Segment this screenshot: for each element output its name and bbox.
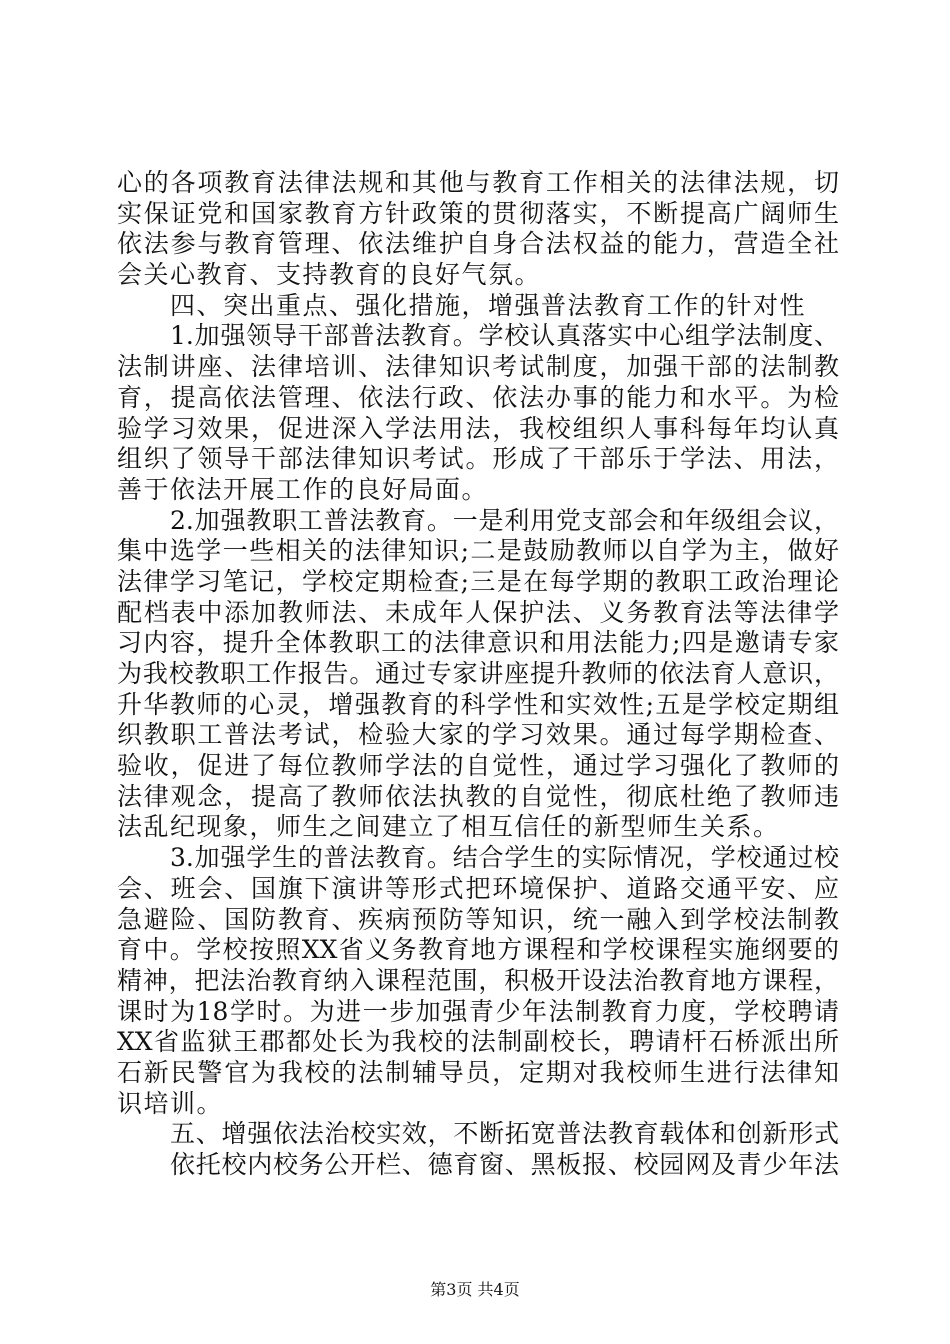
paragraph-item-3 [117,843,839,1119]
text-line: 法制讲座、法律培训、法律知识考试制度，加强干部的法制教 [117,352,839,382]
text-line: 石新民警官为我校的法制辅导员，定期对我校师生进行法律知 [117,1057,839,1087]
text-line: 善于依法开展工作的良好局面。 [117,474,489,504]
text-line: 法乱纪现象，师生之间建立了相互信任的新型师生关系。 [117,812,780,842]
text-line: 急避险、国防教育、疾病预防等知识，统一融入到学校法制教 [117,904,839,934]
text-line: 习内容，提升全体教职工的法律意识和用法能力;四是邀请专家 [117,628,839,658]
text-line: 2.加强教职工普法教育。一是利用党支部会和年级组会议， [170,505,839,535]
text-line: 为我校教职工作报告。通过专家讲座提升教师的依法育人意识， [117,659,839,688]
heading-line: 五、增强依法治校实效，不断拓宽普法教育载体和创新形式 [170,1119,839,1149]
heading-line: 四、突出重点、强化措施，增强普法教育工作的针对性 [170,290,807,320]
text-line: 识培训。 [117,1088,224,1118]
text-line: XX省监狱王郡都处长为我校的法制副校长，聘请杆石桥派出所 [117,1027,839,1057]
page-number-footer: 第3页 共4页 [430,1280,520,1299]
text-line: 育，提高依法管理、依法行政、依法办事的能力和水平。为检 [117,382,839,412]
text-line: 集中选学一些相关的法律知识;二是鼓励教师以自学为主，做好 [117,536,839,566]
text-line: 精神，把法治教育纳入课程范围，积极开设法治教育地方课程， [117,965,839,995]
text-line: 育中。学校按照XX省义务教育地方课程和学校课程实施纲要的 [117,935,839,965]
text-line: 会关心教育、支持教育的良好气氛。 [117,260,542,290]
text-line: 织教职工普法考试，检验大家的学习效果。通过每学期检查、 [117,720,839,750]
text-line: 实保证党和国家教育方针政策的贯彻落实，不断提高广阔师生 [117,198,839,228]
paragraph-item-2 [117,506,839,844]
text-line: 会、班会、国旗下演讲等形式把环境保护、道路交通平安、应 [117,873,839,903]
paragraph-continues-next-page [117,1150,839,1181]
text-line: 验学习效果，促进深入学法用法，我校组织人事科每年均认真 [117,413,839,443]
text-line: 组织了领导干部法律知识考试。形成了干部乐于学法、用法， [117,444,839,474]
paragraph-continuation [117,168,839,291]
text-line: 法律观念，提高了教师依法执教的自觉性，彻底杜绝了教师违 [117,781,839,811]
text-line: 依托校内校务公开栏、德育窗、黑板报、校园网及青少年法 [170,1150,839,1179]
text-line: 依法参与教育管理、依法维护自身合法权益的能力，营造全社 [117,229,839,259]
text-line: 课时为18学时。为进一步加强青少年法制教育力度，学校聘请 [117,996,839,1026]
paragraph-item-1 [117,321,839,505]
section-heading-5 [117,1119,839,1150]
text-line: 3.加强学生的普法教育。结合学生的实际情况，学校通过校 [170,843,839,873]
text-line: 配档表中添加教师法、未成年人保护法、义务教育法等法律学 [117,597,839,627]
body-text [117,168,839,1181]
text-line: 升华教师的心灵，增强教育的科学性和实效性;五是学校定期组 [117,689,839,719]
text-line: 法律学习笔记，学校定期检查;三是在每学期的教职工政治理论 [117,566,839,596]
section-heading-4 [117,291,839,322]
text-line: 1.加强领导干部普法教育。学校认真落实中心组学法制度、 [170,321,839,351]
text-line: 验收，促进了每位教师学法的自觉性，通过学习强化了教师的 [117,751,839,781]
text-line: 心的各项教育法律法规和其他与教育工作相关的法律法规，切 [117,168,839,197]
